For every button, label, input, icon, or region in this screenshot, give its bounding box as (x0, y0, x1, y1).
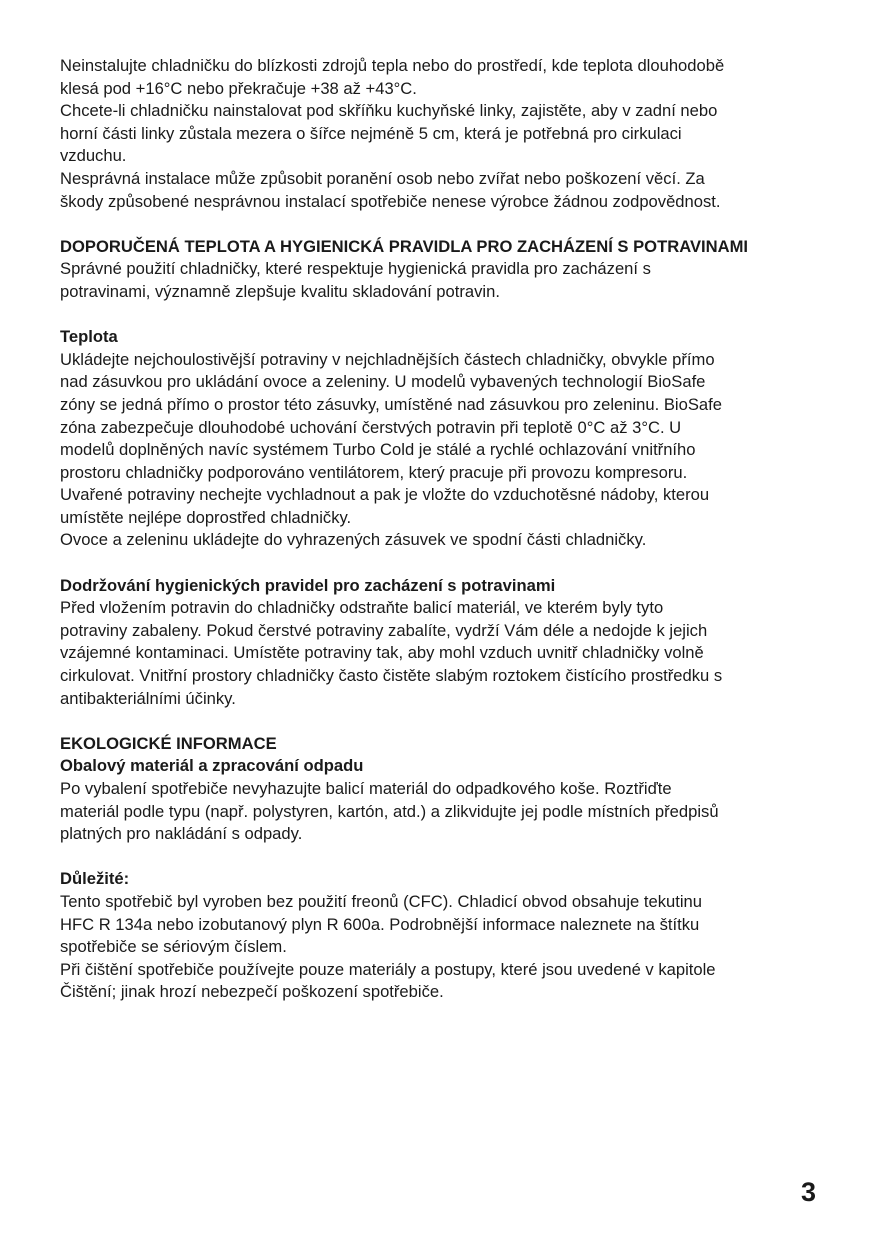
paragraph-line: Ovoce a zeleninu ukládejte do vyhrazených zásuvek ve spodní části chladničky. (60, 530, 647, 550)
paragraph-line: antibakteriálními účinky. (60, 688, 236, 708)
ecology-section (60, 733, 820, 846)
hygiene-rules-section (60, 575, 820, 711)
page-number: 3 (800, 1177, 816, 1207)
section-spacer (60, 552, 820, 575)
paragraph-line: Po vybalení spotřebiče nevyhazujte balicí materiál do odpadkového koše. Roztřiďte (60, 779, 672, 798)
section-heading: EKOLOGICKÉ INFORMACE (60, 733, 277, 753)
paragraph-line: Před vložením potravin do chladničky odstraňte balicí materiál, ve kterém byly tyto (60, 598, 664, 618)
paragraph-line: cirkulovat. Vnitřní prostory chladničky často čistěte slabým roztokem čistícího prostředku s (60, 666, 723, 686)
paragraph-line: Čištění; jinak hrozí nebezpečí poškození spotřebiče. (60, 982, 444, 1002)
paragraph-line: Při čištění spotřebiče používejte pouze materiály a postupy, které jsou uvedené v kapitole (60, 959, 716, 979)
paragraph-line: potravinami, významně zlepšuje kvalitu skladování potravin. (60, 281, 500, 301)
section-spacer (60, 710, 820, 733)
paragraph-line: Správné použití chladničky, které respektuje hygienická pravidla pro zacházení s (60, 259, 651, 279)
section-heading: Důležité: (60, 869, 130, 889)
manual-page-body (60, 55, 820, 1004)
paragraph-line: spotřebiče se sériovým číslem. (60, 937, 287, 957)
section-heading: DOPORUČENÁ TEPLOTA A HYGIENICKÁ PRAVIDLA PRO ZACHÁZENÍ S POTRAVINAMI (60, 236, 749, 256)
important-section (60, 868, 820, 1004)
paragraph-line: vzduchu. (60, 146, 127, 166)
section-spacer (60, 304, 820, 327)
section-heading: Teplota (60, 327, 118, 347)
paragraph-line: materiál podle typu (např. polystyren, kartón, atd.) a zlikvidujte jej podle místních předpisů (60, 801, 719, 821)
paragraph-line: platných pro nakládání s odpady. (60, 824, 303, 844)
paragraph-line: Chcete-li chladničku nainstalovat pod skříňku kuchyňské linky, zajistěte, aby v zadní nebo (60, 101, 718, 121)
paragraph-line: Ukládejte nejchoulostivější potraviny v nejchladnějších částech chladničky, obvykle přímo (60, 349, 715, 369)
temperature-section (60, 326, 820, 552)
paragraph-line: zóna zabezpečuje dlouhodobé uchování čerstvých potravin při teplotě 0°C až 3°C. U (60, 417, 682, 437)
paragraph-line: nad zásuvkou pro ukládání ovoce a zeleniny. U modelů vybavených technologií BioSafe (60, 372, 706, 392)
paragraph-line: modelů doplněných navíc systémem Turbo Cold je stálé a rychlé ochlazování vnitřního (60, 440, 696, 460)
installation-paragraph (60, 55, 820, 213)
section-subheading: Obalový materiál a zpracování odpadu (60, 756, 364, 776)
paragraph-line: Uvařené potraviny nechejte vychladnout a pak je vložte do vzduchotěsné nádoby, kterou (60, 485, 710, 505)
paragraph-line: HFC R 134a nebo izobutanový plyn R 600a. Podrobnější informace naleznete na štítku (60, 914, 700, 934)
paragraph-line: umístěte nejlépe doprostřed chladničky. (60, 507, 352, 527)
paragraph-line: vzájemné kontaminaci. Umístěte potraviny tak, aby mohl vzduch uvnitř chladničky volně (60, 643, 704, 663)
temperature-hygiene-section (60, 236, 820, 304)
paragraph-line: prostoru chladničky podporováno ventilátorem, který pracuje při provozu kompresoru. (60, 462, 688, 482)
paragraph-line: Neinstalujte chladničku do blízkosti zdrojů tepla nebo do prostředí, kde teplota dlouhodobě (60, 56, 725, 75)
section-spacer (60, 846, 820, 869)
paragraph-line: klesá pod +16°C nebo překračuje +38 až +43°C. (60, 78, 417, 98)
paragraph-line: škody způsobené nesprávnou instalací spotřebiče nenese výrobce žádnou zodpovědnost. (60, 191, 721, 211)
paragraph-line: Tento spotřebič byl vyroben bez použití freonů (CFC). Chladicí obvod obsahuje tekutinu (60, 891, 702, 911)
paragraph-line: zóny se jedná přímo o prostor této zásuvky, umístěné nad zásuvkou pro zeleninu. BioSafe (60, 394, 722, 414)
paragraph-line: horní části linky zůstala mezera o šířce nejméně 5 cm, která je potřebná pro cirkulaci (60, 123, 682, 143)
paragraph-line: Nesprávná instalace může způsobit poranění osob nebo zvířat nebo poškození věcí. Za (60, 168, 705, 188)
section-spacer (60, 213, 820, 236)
section-heading: Dodržování hygienických pravidel pro zacházení s potravinami (60, 575, 556, 595)
paragraph-line: potraviny zabaleny. Pokud čerstvé potraviny zabalíte, vydrží Vám déle a nedojde k jejich (60, 620, 708, 640)
